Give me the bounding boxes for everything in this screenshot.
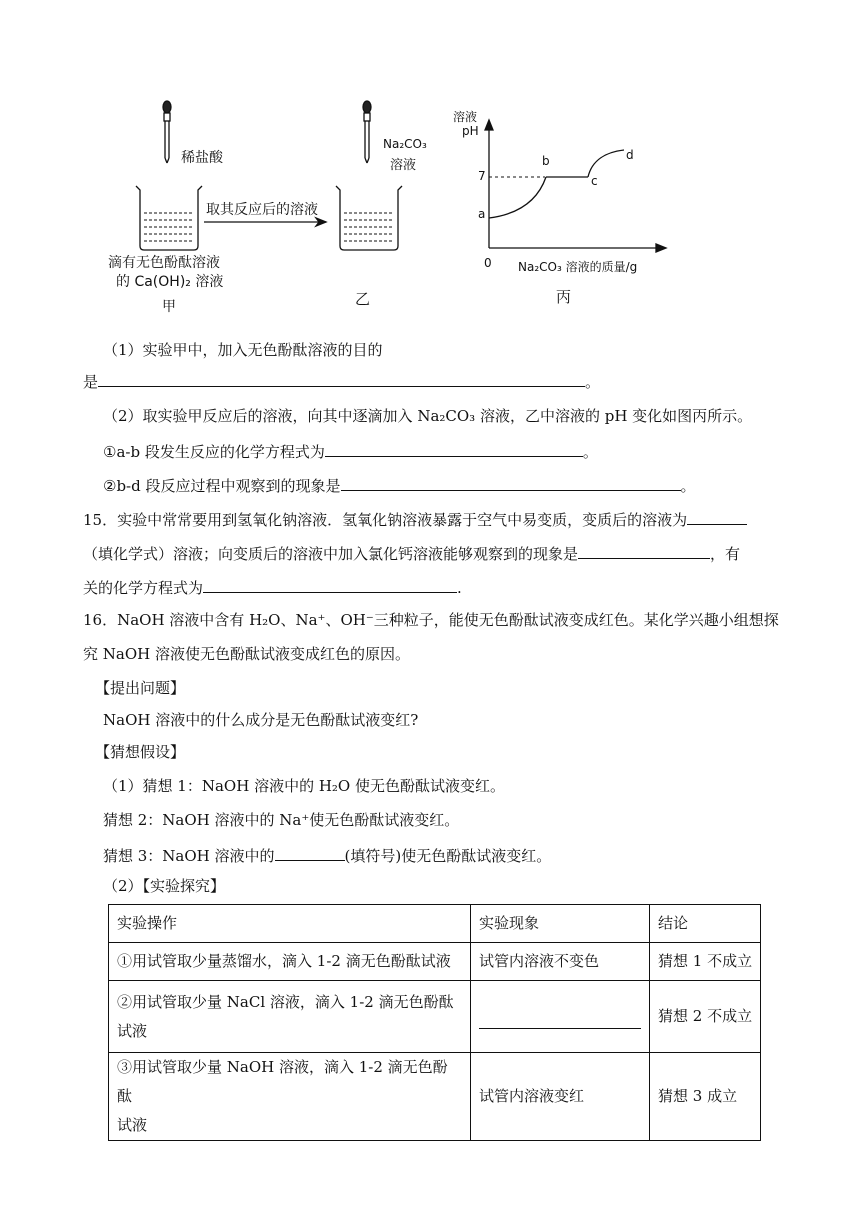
table-cell: 猜想 2 不成立 <box>650 981 761 1053</box>
jia-caption-line2: 的 Ca(OH)₂ 溶液 <box>116 274 224 290</box>
q16-heading-question: 【提出问题】 <box>95 679 186 697</box>
table-header-cell: 结论 <box>650 905 761 943</box>
q16-question: NaOH 溶液中的什么成分是无色酚酞试液变红? <box>103 711 419 729</box>
row2-op-line1: ②用试管取少量 NaCl 溶液，滴入 1-2 滴无色酚酞 <box>117 992 454 1011</box>
jia-label: 甲 <box>162 299 176 315</box>
q14-part1-prefix: 是 <box>83 373 99 391</box>
table-header-cell: 实验现象 <box>471 905 650 943</box>
q16-answer-blank-symbol[interactable] <box>275 844 345 861</box>
graph-tick-7: 7 <box>478 169 486 183</box>
table-cell: 猜想 3 成立 <box>650 1053 761 1141</box>
q15-answer-blank-equation[interactable] <box>203 576 457 593</box>
graph-origin: 0 <box>484 256 492 270</box>
q14-sub1-prefix: ①a-b 段发生反应的化学方程式为 <box>103 443 325 461</box>
q14-part2: （2）取实验甲反应后的溶液，向其中逐滴加入 Na₂CO₃ 溶液，乙中溶液的 pH 变化如图丙所示。 <box>103 407 753 425</box>
ph-graph <box>485 120 666 252</box>
q15-line3 <box>83 576 462 598</box>
graph-point-a: a <box>478 207 486 221</box>
q14-answer-blank-equation[interactable] <box>325 440 583 457</box>
table-cell: ①用试管取少量蒸馏水，滴入 1-2 滴无色酚酞试液 <box>109 943 471 981</box>
q16-hypothesis-1: （1）猜想 1：NaOH 溶液中的 H₂O 使无色酚酞试液变红。 <box>103 777 505 795</box>
table-row <box>109 1053 761 1141</box>
q15-text-5: . <box>457 579 462 597</box>
q15-text-1: 15．实验中常常要用到氢氧化钠溶液．氢氧化钠溶液暴露于空气中易变质，变质后的溶液为 <box>83 511 688 529</box>
q16-hypothesis-2: 猜想 2：NaOH 溶液中的 Na⁺使无色酚酞试液变红。 <box>103 811 460 829</box>
graph-point-b: b <box>542 154 550 168</box>
q15-answer-blank-formula[interactable] <box>687 508 747 525</box>
table-cell: 试管内溶液变红 <box>471 1053 650 1141</box>
arrow-text: 取其反应后的溶液 <box>206 202 318 218</box>
jia-reagent: 稀盐酸 <box>181 150 223 166</box>
graph-ylabel-line2: pH <box>462 124 479 138</box>
q14-sub1-suffix: 。 <box>582 443 598 461</box>
q14-part1-suffix: 。 <box>585 373 601 391</box>
experiment-table <box>108 904 761 1141</box>
row3-op-line1: ③用试管取少量 NaOH 溶液，滴入 1-2 滴无色酚酞 <box>117 1058 448 1105</box>
dropper-yi <box>363 101 371 163</box>
bing-label: 丙 <box>556 288 572 306</box>
jia-caption-line1: 滴有无色酚酞溶液 <box>108 255 220 271</box>
q15-text-2: （填化学式）溶液；向变质后的溶液中加入氯化钙溶液能够观察到的现象是 <box>83 545 579 563</box>
q16-hypothesis-3 <box>103 844 551 866</box>
curve-c-d <box>588 150 624 177</box>
q15-text-3: ，有 <box>710 545 741 563</box>
q14-part1-line2 <box>83 370 600 392</box>
graph-xlabel: Na₂CO₃ 溶液的质量/g <box>518 260 638 274</box>
table-cell: 猜想 1 不成立 <box>650 943 761 981</box>
q15-line1 <box>83 508 747 530</box>
table-header-row <box>109 905 761 943</box>
q14-part1-line1: （1）实验甲中，加入无色酚酞溶液的目的 <box>103 341 383 359</box>
table-header-cell: 实验操作 <box>109 905 471 943</box>
q14-answer-blank-phenomenon[interactable] <box>341 474 681 491</box>
table-row <box>109 943 761 981</box>
beaker-jia <box>136 186 202 250</box>
q15-text-4: 关的化学方程式为 <box>83 579 204 597</box>
curve-a-b <box>489 177 546 218</box>
q16-hypo3-text-1: 猜想 3：NaOH 溶液中的 <box>103 847 275 865</box>
q14-sub1 <box>103 440 598 462</box>
beaker-yi <box>336 186 402 250</box>
yi-label: 乙 <box>355 290 371 308</box>
yi-reagent-line1: Na₂CO₃ <box>383 137 427 151</box>
table-row <box>109 981 761 1053</box>
yi-reagent-line2: 溶液 <box>390 158 417 173</box>
table-cell <box>109 1053 471 1141</box>
q16-heading-hypothesis: 【猜想假设】 <box>95 743 186 761</box>
q15-answer-blank-phenomenon[interactable] <box>578 542 710 559</box>
row2-op-line2: 试液 <box>117 1021 148 1040</box>
transfer-arrow <box>204 218 326 226</box>
q16-answer-blank-observation[interactable] <box>479 1012 641 1029</box>
q14-sub2-suffix: 。 <box>680 477 696 495</box>
graph-point-d: d <box>626 148 634 162</box>
q16-hypo3-text-2: (填符号)使无色酚酞试液变红。 <box>344 847 552 865</box>
dropper-jia <box>163 101 171 163</box>
table-cell <box>471 981 650 1053</box>
q16-line2: 究 NaOH 溶液使无色酚酞试液变成红色的原因。 <box>83 645 410 663</box>
graph-ylabel-line1: 溶液 <box>453 110 478 124</box>
q16-heading-explore: （2）【实验探究】 <box>103 877 226 895</box>
q15-line2 <box>83 542 740 564</box>
q14-answer-blank-purpose[interactable] <box>98 370 585 387</box>
q14-sub2-prefix: ②b-d 段反应过程中观察到的现象是 <box>103 477 341 495</box>
graph-point-c: c <box>591 174 598 188</box>
table-cell <box>109 981 471 1053</box>
q14-sub2 <box>103 474 696 496</box>
table-cell: 试管内溶液不变色 <box>471 943 650 981</box>
row3-op-line2: 试液 <box>117 1116 148 1134</box>
q16-line1: 16．NaOH 溶液中含有 H₂O、Na⁺、OH⁻三种粒子，能使无色酚酞试液变成红色。某化学兴趣小组想探 <box>83 611 779 629</box>
